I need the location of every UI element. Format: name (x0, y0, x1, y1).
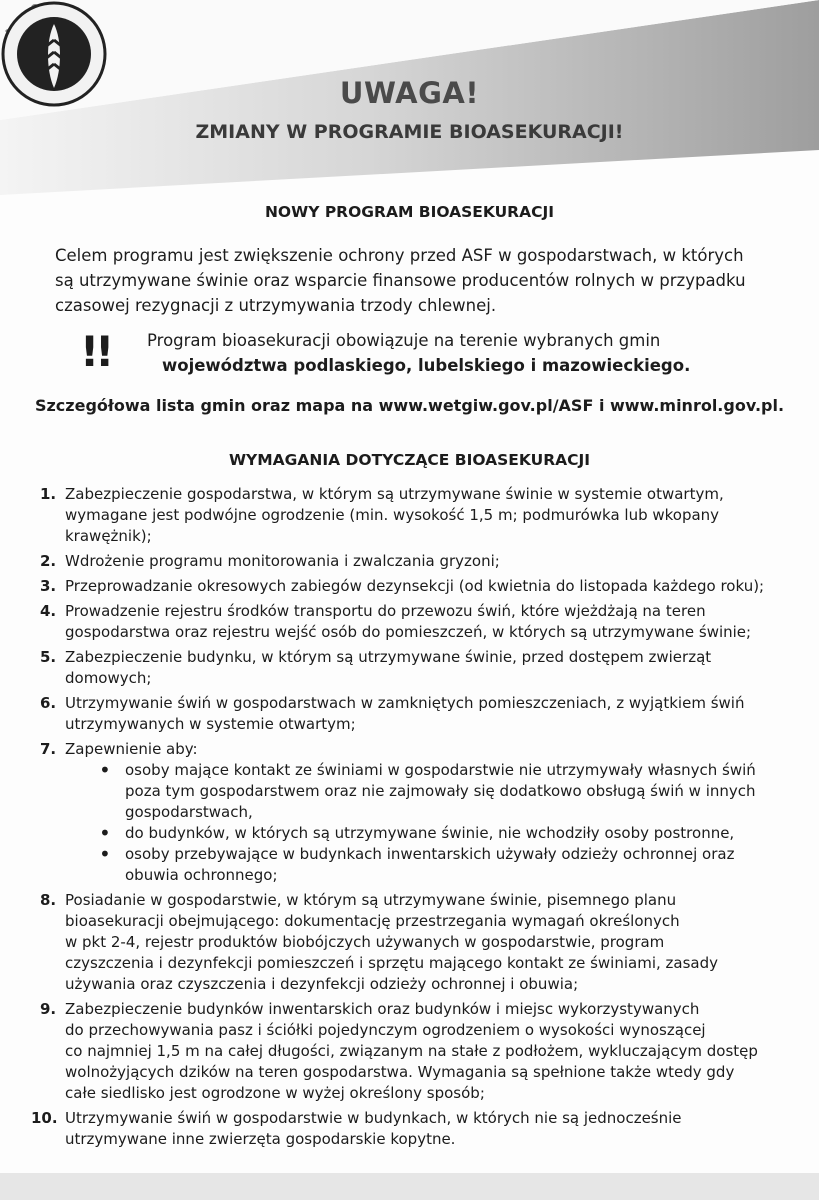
item-line: Zabezpieczenie budynków inwentarskich oraz budynków i miejsc wykorzystywanych (65, 1000, 700, 1018)
item-line: utrzymywane inne zwierzęta gospodarskie kopytne. (65, 1130, 456, 1148)
item-line: utrzymywanych w systemie otwartym; (65, 715, 356, 733)
bullet-line: obuwia ochronnego; (125, 866, 278, 884)
intro-line: czasowej rezygnacji z utrzymywania trzody chlewnej. (55, 296, 497, 315)
bullet-line: osoby przebywające w budynkach inwentarskich używały odzieży ochronnej oraz (125, 845, 735, 863)
scope-note-regions: województwa podlaskiego, lubelskiego i mazowieckiego. (162, 356, 691, 375)
scan-edge-strip (0, 1165, 819, 1200)
item-number: 2. (40, 552, 57, 570)
item-line: Zabezpieczenie budynku, w którym są utrzymywane świnie, przed dostępem zwierząt (65, 648, 712, 666)
intro-line: Celem programu jest zwiększenie ochrony przed ASF w gospodarstwach, w których (55, 246, 744, 265)
item-number: 7. (40, 740, 57, 758)
item-line: Utrzymywanie świń w gospodarstwie w budynkach, w których nie są jednocześnie (65, 1109, 682, 1127)
item-line: gospodarstwa oraz rejestru wejść osób do pomieszczeń, w których są utrzymywane świnie; (65, 623, 752, 641)
list-item (40, 551, 800, 572)
item-line: co najmniej 1,5 m na całej długości, związanym na stałe z podłożem, wykluczającym dostęp (65, 1042, 758, 1060)
list-item (31, 1108, 800, 1150)
item-number: 8. (40, 891, 57, 909)
details-links: Szczegółowa lista gmin oraz mapa na www.wetgiw.gov.pl/ASF i www.minrol.gov.pl. (34, 396, 785, 415)
item-line: wolnożyjących dzików na teren gospodarstwa. Wymagania są spełnione także wtedy gdy (65, 1063, 735, 1081)
intro-line: są utrzymywane świnie oraz wsparcie finansowe producentów rolnych w przypadku (55, 271, 746, 290)
item-line: wymagane jest podwójne ogrodzenie (min. wysokość 1,5 m; podmurówka lub wkopany (65, 506, 720, 524)
list-item (40, 484, 800, 547)
item-line: krawężnik); (65, 527, 152, 545)
bullet-item (99, 760, 800, 823)
list-item (40, 890, 800, 995)
item-line: Przeprowadzanie okresowych zabiegów dezynsekcji (od kwietnia do listopada każdego roku); (65, 577, 765, 595)
bullet-icon: • (99, 821, 111, 845)
bullet-item (99, 823, 800, 844)
header-banner (0, 0, 819, 200)
intro-paragraph (55, 243, 795, 318)
banner-title: UWAGA! (339, 76, 480, 110)
double-exclamation-icon: !! (80, 327, 111, 376)
item-line: Zapewnienie aby: (65, 740, 198, 758)
item-line: bioasekuracji obejmującego: dokumentację przestrzegania wymagań określonych (65, 912, 680, 930)
list-item (40, 576, 800, 597)
item-line: do przechowywania pasz i ściółki pojedynczym ogrodzeniem o wysokości wynoszącej (65, 1021, 706, 1039)
item-line: Prowadzenie rejestru środków transportu do przewozu świń, które wjeżdżają na teren (65, 602, 706, 620)
requirements-list (31, 484, 800, 1154)
bullet-line: gospodarstwach, (125, 803, 253, 821)
item-line: używania oraz czyszczenia i dezynfekcji odzieży ochronnej i obuwia; (65, 975, 579, 993)
item-line: całe siedlisko jest ogrodzone w wyżej określony sposób; (65, 1084, 485, 1102)
item-number: 10. (31, 1109, 58, 1127)
bullet-icon: • (99, 758, 111, 782)
item-number: 3. (40, 577, 57, 595)
item-number: 5. (40, 648, 57, 666)
bullet-icon: • (99, 842, 111, 866)
item-line: Utrzymywanie świń w gospodarstwach w zamkniętych pomieszczeniach, z wyjątkiem świń (65, 694, 745, 712)
scope-note-line: Program bioasekuracji obowiązuje na terenie wybranych gmin (147, 331, 661, 350)
list-item (40, 693, 800, 735)
list-item (40, 739, 800, 886)
item-line: Wdrożenie programu monitorowania i zwalczania gryzoni; (65, 552, 500, 570)
section-heading-requirements: WYMAGANIA DOTYCZĄCE BIOASEKURACJI (228, 451, 591, 469)
section-heading-new-program: NOWY PROGRAM BIOASEKURACJI (264, 203, 555, 221)
item-number: 6. (40, 694, 57, 712)
list-item (40, 601, 800, 643)
bullet-item (99, 844, 800, 886)
bullet-line: poza tym gospodarstwem oraz nie zajmowały się dodatkowo obsługą świń w innych (125, 782, 756, 800)
bullet-line: osoby mające kontakt ze świniami w gospodarstwie nie utrzymywały własnych świń (125, 761, 756, 779)
item-number: 9. (40, 1000, 57, 1018)
item-line: w pkt 2-4, rejestr produktów biobójczych używanych w gospodarstwie, program (65, 933, 665, 951)
bullet-line: do budynków, w których są utrzymywane świnie, nie wchodziły osoby postronne, (125, 824, 735, 842)
item-number: 4. (40, 602, 57, 620)
item-line: Zabezpieczenie gospodarstwa, w którym są utrzymywane świnie w systemie otwartym, (65, 485, 724, 503)
list-item (40, 647, 800, 689)
item-line: czyszczenia i dezynfekcji pomieszczeń i sprzętu mającego kontakt ze świniami, zasady (65, 954, 718, 972)
item-line: Posiadanie w gospodarstwie, w którym są utrzymywane świnie, pisemnego planu (65, 891, 677, 909)
item-number: 1. (40, 485, 57, 503)
list-item (40, 999, 800, 1104)
banner-subtitle: ZMIANY W PROGRAMIE BIOASEKURACJI! (195, 121, 624, 143)
item-line: domowych; (65, 669, 152, 687)
